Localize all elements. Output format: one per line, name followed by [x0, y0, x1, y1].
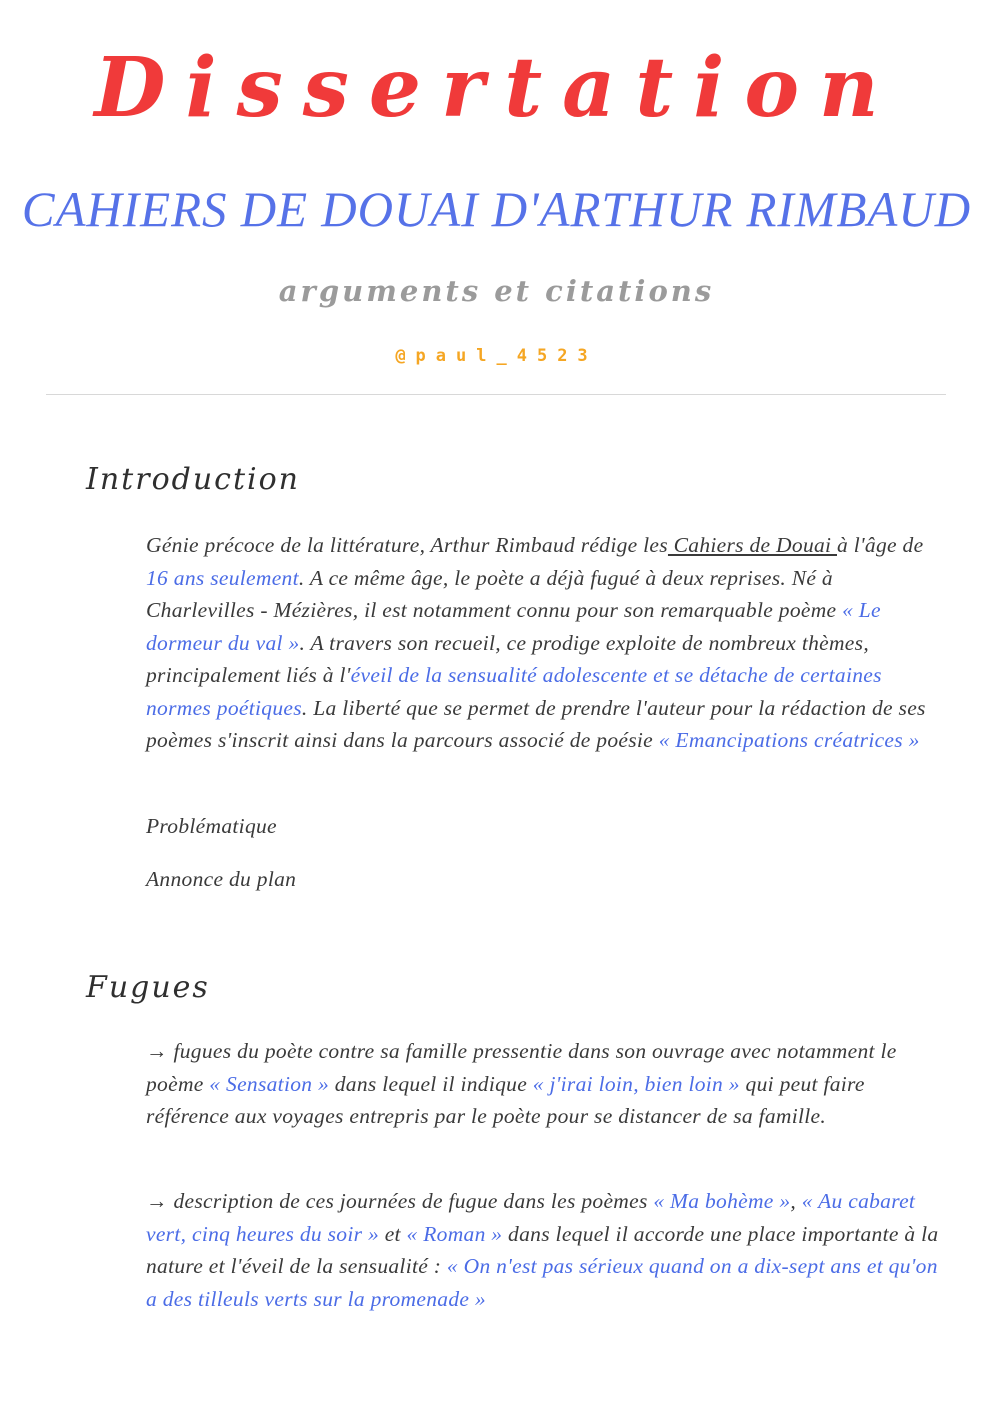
text-run: . La liberté que se permet de prendre l'auteur pour la rédaction de ses poèmes s'inscrit ainsi dans la parcours associé de poésie: [146, 695, 926, 752]
text-run: . A ce même âge, le poète a déjà fugué à deux reprises. Né à Charlevilles - Mézières, il est notamment connu pour son remarquable poème: [146, 565, 843, 622]
text-run: . A travers son recueil, ce prodige exploite de nombreux thèmes, principalement liés à l': [146, 630, 869, 687]
header-divider: [46, 394, 946, 395]
highlight-parcours: « Emancipations créatrices »: [658, 728, 920, 752]
quote-cabaret-vert: « Au cabaret vert, cinq heures du soir »: [146, 1189, 916, 1246]
fugues-point-1: [146, 1035, 946, 1133]
text-run: qui peut faire référence aux voyages entrepris par le poète pour se distancer de sa famille.: [146, 1071, 865, 1128]
text-run: Génie précoce de la littérature, Arthur Rimbaud rédige les: [146, 533, 668, 557]
text-run: ,: [790, 1189, 802, 1213]
highlight-themes: éveil de la sensualité adolescente et se détache de certaines normes poétiques: [146, 663, 882, 720]
problematique-label: Problématique: [146, 814, 277, 838]
quote-sensation: « Sensation »: [209, 1071, 330, 1096]
text-run: à l'âge de: [837, 533, 924, 557]
text-run: → fugues du poète contre sa famille pressentie dans son ouvrage avec notamment le poème: [146, 1039, 897, 1096]
text-run: → description de ces journées de fugue dans les poèmes: [146, 1189, 654, 1213]
quote-ma-boheme: « Ma bohème »: [653, 1189, 791, 1213]
introduction-paragraph: [146, 529, 946, 757]
page-title: Dissertation: [94, 40, 899, 136]
section-heading-introduction: Introduction: [86, 462, 300, 497]
quote-irai-loin: « j'irai loin, bien loin »: [532, 1071, 740, 1096]
highlight-age: 16 ans seulement: [146, 565, 299, 590]
work-title: Cahiers de Douai: [667, 533, 837, 557]
annonce-plan-label: Annonce du plan: [146, 867, 297, 891]
page-subtitle: CAHIERS DE DOUAI D'ARTHUR RIMBAUD: [21, 181, 972, 237]
fugues-point-2: [146, 1185, 946, 1315]
text-run: et: [379, 1221, 407, 1246]
author-handle: @paul_4523: [395, 346, 598, 366]
text-run: dans lequel il indique: [329, 1071, 533, 1096]
quote-pas-serieux: « On n'est pas sérieux quand on a dix-sept ans et qu'on a des tilleuls verts sur la promenade »: [146, 1254, 938, 1311]
section-heading-fugues: Fugues: [86, 970, 210, 1005]
quote-roman: « Roman »: [406, 1221, 503, 1246]
text-run: dans lequel il accorde une place importante à la nature et l'éveil de la sensualité :: [146, 1221, 939, 1278]
tagline: arguments et citations: [278, 274, 715, 308]
highlight-poem: « Le dormeur du val »: [146, 598, 881, 655]
